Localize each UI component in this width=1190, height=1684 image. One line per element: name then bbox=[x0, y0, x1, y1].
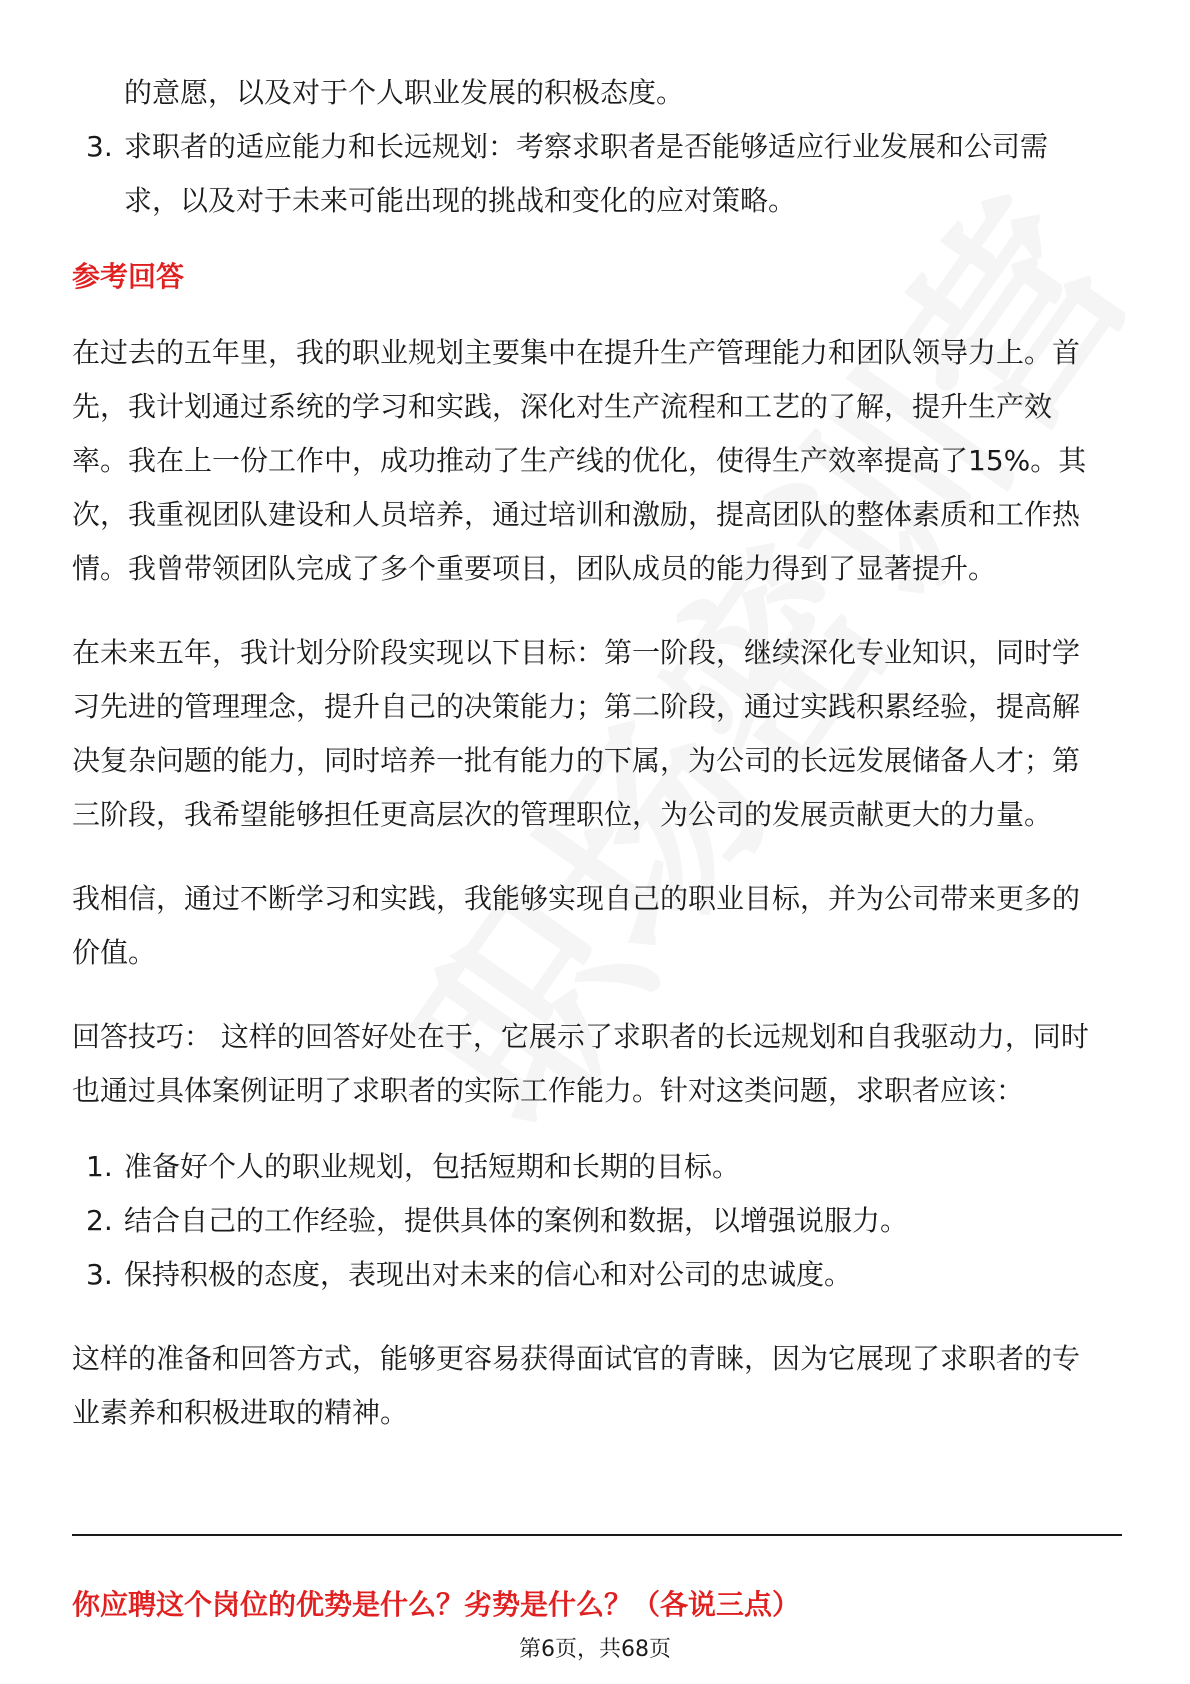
list-number: 3. bbox=[86, 1258, 113, 1291]
next-question-heading: 你应聘这个岗位的优势是什么？劣势是什么？（各说三点） bbox=[72, 1588, 801, 1621]
paragraph-line: 先，我计划通过系统的学习和实践，深化对生产流程和工艺的了解，提升生产效 bbox=[72, 390, 1053, 423]
paragraph-line: 价值。 bbox=[72, 936, 157, 969]
list-item-3 bbox=[72, 120, 1122, 174]
list-number: 2. bbox=[86, 1204, 113, 1237]
closing-paragraph bbox=[72, 1332, 1122, 1440]
page-content bbox=[72, 66, 1122, 1440]
paragraph-line: 在过去的五年里，我的职业规划主要集中在提升生产管理能力和团队领导力上。首 bbox=[72, 336, 1081, 369]
list-item-3-continuation: 求，以及对于未来可能出现的挑战和变化的应对策略。 bbox=[124, 184, 797, 217]
paragraph-line: 业素养和积极进取的精神。 bbox=[72, 1396, 409, 1429]
paragraph-line: 我相信，通过不断学习和实践，我能够实现自己的职业目标，并为公司带来更多的 bbox=[72, 882, 1081, 915]
paragraph-line: 在未来五年，我计划分阶段实现以下目标：第一阶段，继续深化专业知识，同时学 bbox=[72, 636, 1081, 669]
paragraph-line: 情。我曾带领团队完成了多个重要项目，团队成员的能力得到了显著提升。 bbox=[72, 552, 997, 585]
paragraph-line: 也通过具体案例证明了求职者的实际工作能力。针对这类问题，求职者应该： bbox=[72, 1074, 1025, 1107]
paragraph-line: 决复杂问题的能力，同时培养一批有能力的下属，为公司的长远发展储备人才；第 bbox=[72, 744, 1081, 777]
list-item-text: 保持积极的态度，表现出对未来的信心和对公司的忠诚度。 bbox=[124, 1258, 853, 1291]
answer-paragraph-2 bbox=[72, 626, 1122, 842]
list-item-text: 准备好个人的职业规划，包括短期和长期的目标。 bbox=[124, 1150, 741, 1183]
divider bbox=[72, 1534, 1122, 1536]
paragraph-line: 习先进的管理理念，提升自己的决策能力；第二阶段，通过实践积累经验，提高解 bbox=[72, 690, 1081, 723]
answer-paragraph-3 bbox=[72, 872, 1122, 980]
paragraph-line: 次，我重视团队建设和人员培养，通过培训和激励，提高团队的整体素质和工作热 bbox=[72, 498, 1081, 531]
paragraph-line: 率。我在上一份工作中，成功推动了生产线的优化，使得生产效率提高了15%。其 bbox=[72, 444, 1087, 477]
answer-paragraph-1 bbox=[72, 326, 1122, 596]
paragraph-line: 三阶段，我希望能够担任更高层次的管理职位，为公司的发展贡献更大的力量。 bbox=[72, 798, 1053, 831]
paragraph-line: 回答技巧： 这样的回答好处在于，它展示了求职者的长远规划和自我驱动力，同时 bbox=[72, 1020, 1089, 1053]
list-number: 3. bbox=[86, 130, 113, 163]
list-item-text: 结合自己的工作经验，提供具体的案例和数据，以增强说服力。 bbox=[124, 1204, 909, 1237]
reference-answer-heading: 参考回答 bbox=[72, 260, 185, 293]
paragraph-line: 这样的准备和回答方式，能够更容易获得面试官的青睐，因为它展现了求职者的专 bbox=[72, 1342, 1081, 1375]
page-number: 第6页，共68页 bbox=[519, 1637, 671, 1662]
list-item-continuation: 的意愿，以及对于个人职业发展的积极态度。 bbox=[124, 76, 685, 109]
list-item-text: 求职者的适应能力和长远规划：考察求职者是否能够适应行业发展和公司需 bbox=[124, 130, 1049, 163]
list-item bbox=[72, 1140, 1122, 1194]
list-item bbox=[72, 1194, 1122, 1248]
list-number: 1. bbox=[86, 1150, 113, 1183]
list-item bbox=[72, 1248, 1122, 1302]
tips-list bbox=[72, 1140, 1122, 1302]
tips-paragraph bbox=[72, 1010, 1122, 1118]
